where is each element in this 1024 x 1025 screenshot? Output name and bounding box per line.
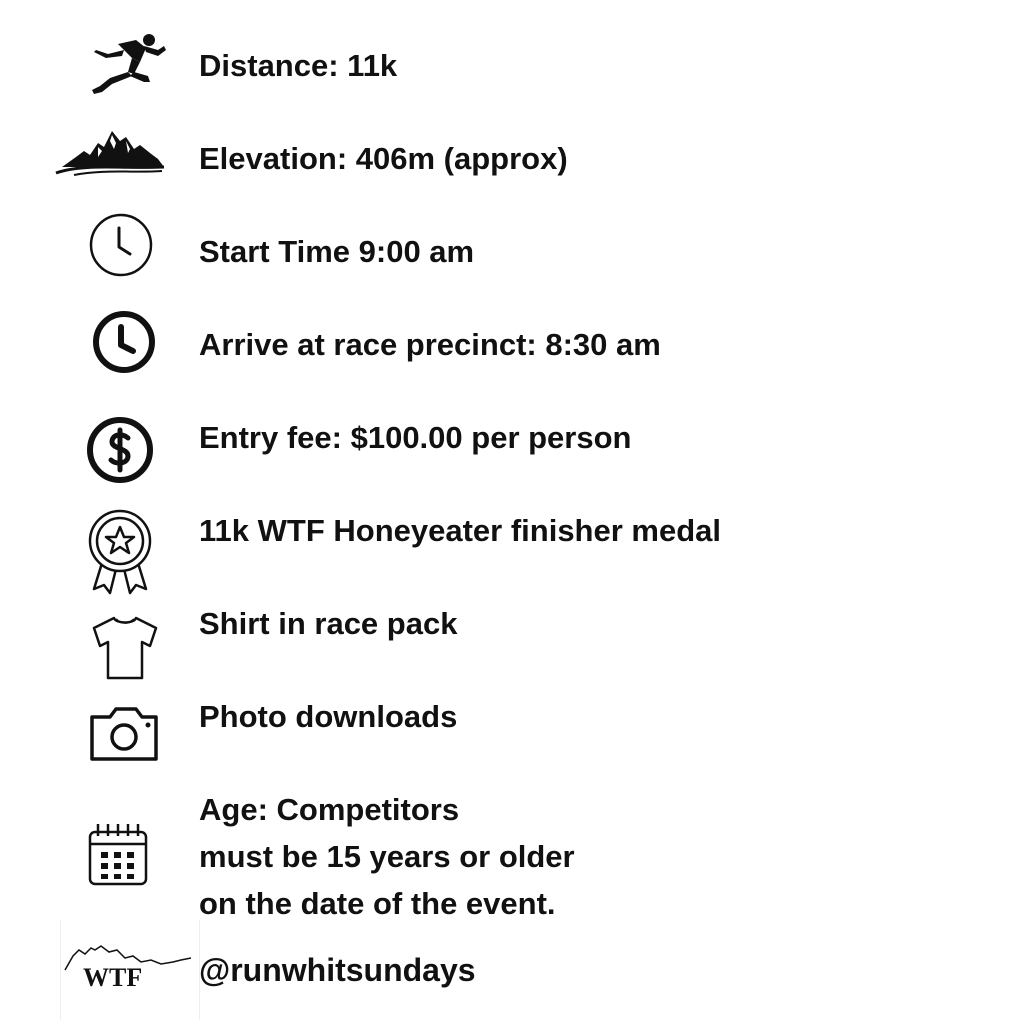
info-row-shirt (0, 600, 1024, 647)
mountains-icon (54, 127, 166, 177)
dollar-icon (86, 416, 154, 484)
shirt-label: Shirt in race pack (199, 606, 458, 641)
info-row-start-time (0, 228, 1024, 275)
medal-label: 11k WTF Honeyeater finisher medal (199, 513, 722, 548)
info-row-entry-fee (0, 414, 1024, 461)
runner-icon (88, 32, 166, 96)
social-handle[interactable]: @runwhitsundays (199, 952, 476, 988)
calendar-icon (88, 822, 148, 886)
camera-icon (90, 705, 160, 763)
clock-icon (88, 212, 154, 278)
info-row-arrive (0, 321, 1024, 368)
age-line-1: Age: Competitors (199, 792, 460, 827)
info-row-elevation (0, 135, 1024, 182)
start-time-label: Start Time 9:00 am (199, 234, 475, 269)
arrive-label: Arrive at race precinct: 8:30 am (199, 327, 661, 362)
photo-label: Photo downloads (199, 699, 458, 734)
tshirt-icon (92, 614, 158, 682)
age-line-2: must be 15 years or older (199, 839, 575, 874)
clock-bold-icon (91, 309, 157, 375)
distance-label: Distance: 11k (199, 48, 398, 83)
info-row-distance (0, 42, 1024, 89)
info-row-age (0, 786, 1024, 927)
age-line-3: on the date of the event. (199, 886, 556, 921)
logo-text: WTF (83, 963, 143, 992)
elevation-label: Elevation: 406m (approx) (199, 141, 568, 176)
entry-fee-label: Entry fee: $100.00 per person (199, 420, 632, 455)
footer-row (0, 947, 1024, 994)
info-row-medal (0, 507, 1024, 554)
info-row-photo (0, 693, 1024, 740)
medal-icon (86, 507, 154, 595)
